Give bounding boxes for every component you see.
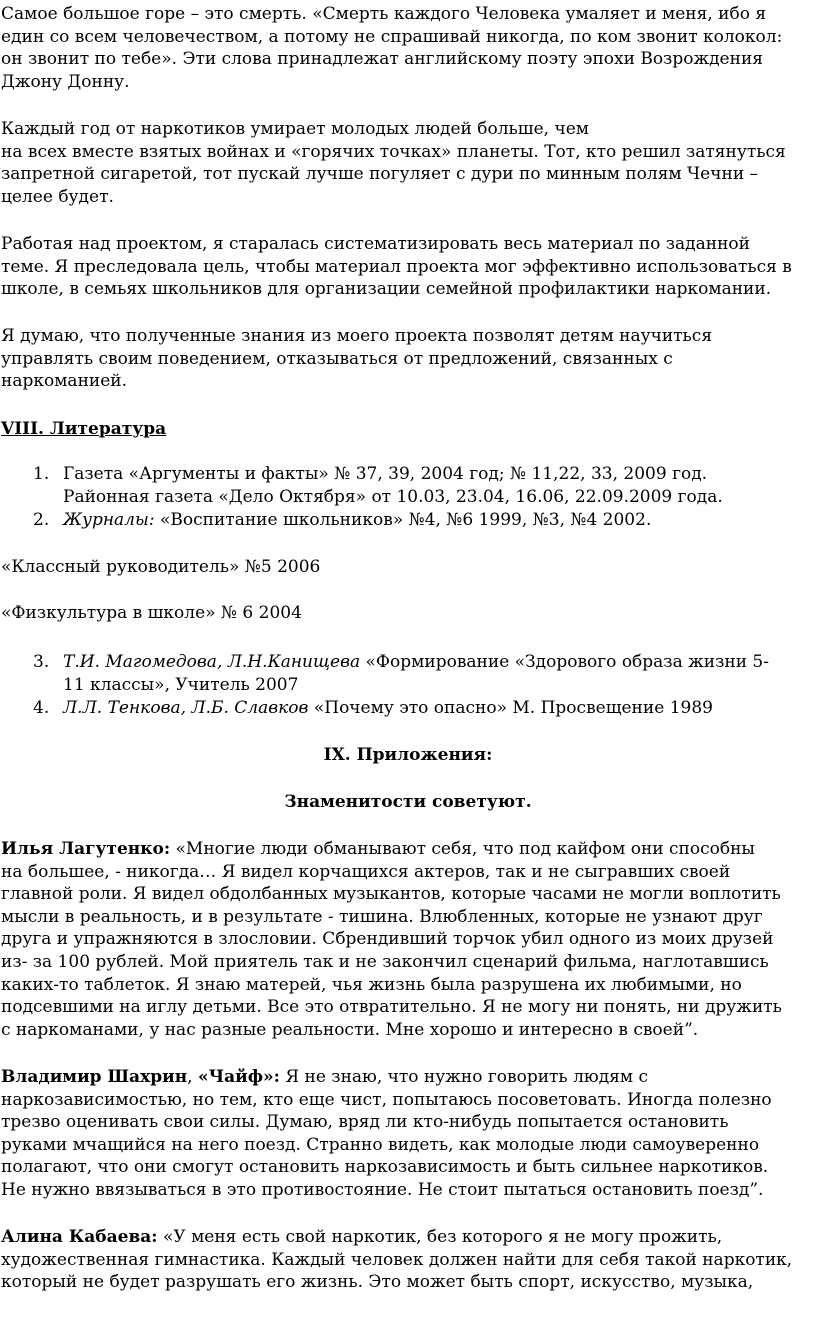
quote-3-line-1: [1, 1226, 722, 1249]
list-item-2: [63, 509, 651, 532]
list-number-1: 1.: [33, 464, 50, 484]
paragraph-3-line-1: Работая над проектом, я старалась систематизировать весь материал по заданной: [1, 234, 750, 254]
appendix-subheading: Знаменитости советуют.: [284, 792, 532, 812]
quote-1-first-text: «Многие люди обманывают себя, что под кайфом они способны: [170, 839, 755, 859]
quote-3-first-text: «У меня есть свой наркотик, без которого я не могу прожить,: [157, 1227, 723, 1247]
quote-1-line-5: друга и упражняются в злословии. Сбрендивший торчок убил одного из моих друзей: [1, 929, 774, 950]
paragraph-2-line-2: на всех вместе взятых войнах и «горячих точках» планеты. Тот, кто решил затянуться: [1, 141, 786, 162]
paragraph-4-line-3: наркоманией.: [1, 371, 128, 392]
paragraph-3-line-2: теме. Я преследовала цель, чтобы материал проекта мог эффективно использоваться в: [1, 256, 792, 277]
list-item-3-italic: Т.И. Магомедова, Л.Н.Канищева: [63, 652, 361, 672]
quote-1-line-3: главной роли. Я видел обдолбанных музыкантов, которые часами не могли воплотить: [1, 884, 781, 905]
quote-2-line-6: Не нужно ввязываться в это противостояние. Не стоит пытаться остановить поезд”.: [1, 1180, 764, 1200]
paragraph-1-line-1: Самое большое горе – это смерть. «Смерть каждого Человека умаляет и меня, ибо я: [1, 4, 767, 24]
list-item-1-line-2: Районная газета «Дело Октября» от 10.03, 23.04, 16.06, 22.09.2009 года.: [63, 487, 723, 507]
quote-1-line-2: на большее, - никогда… Я видел корчащихся актеров, так и не сыгравших своей: [1, 861, 731, 882]
quote-1-author: Илья Лагутенко:: [1, 839, 171, 859]
list-item-2-text: «Воспитание школьников» №4, №6 1999, №3, №4 2002.: [154, 510, 652, 530]
quote-2-band: «Чайф»:: [197, 1067, 280, 1087]
paragraph-4-line-1: Я думаю, что полученные знания из моего проекта позволят детям научиться: [1, 326, 713, 346]
list-item-1-line-1: Газета «Аргументы и факты» № 37, 39, 2004 год; № 11,22, 33, 2009 год.: [63, 464, 708, 484]
quote-1-line-7: каких-то таблеток. Я знаю матерей, чья жизнь была разрушена их любимыми, но: [1, 974, 742, 995]
quote-2-first-text: Я не знаю, что нужно говорить людям с: [279, 1067, 649, 1087]
quote-3-author: Алина Кабаева:: [1, 1227, 158, 1247]
quote-1-line-8: подсевшими на иглу детьми. Все это отвратительно. Я не могу ни понять, ни дружить: [1, 997, 782, 1018]
quote-3-line-2: художественная гимнастика. Каждый человек должен найти для себя такой наркотик,: [1, 1249, 793, 1270]
quote-2-comma: ,: [187, 1067, 198, 1087]
quote-1-line-4: мысли в реальность, и в результате - тишина. Влюбленных, которые не узнают друг: [1, 906, 763, 927]
list-number-2: 2.: [33, 510, 50, 530]
literature-extra-2: «Физкультура в школе» № 6 2004: [1, 603, 302, 623]
paragraph-3-line-3: школе, в семьях школьников для организации семейной профилактики наркомании.: [1, 279, 772, 300]
paragraph-2-line-3: запретной сигаретой, тот пускай лучше погуляет с дури по минным полям Чечни –: [1, 164, 759, 185]
paragraph-1-line-3: он звонит по тебе». Эти слова принадлежат английскому поэту эпохи Возрождения: [1, 49, 764, 70]
quote-2-line-3: трезво оценивать свои силы. Думаю, вряд ли кто-нибудь попытается остановить: [1, 1112, 729, 1133]
list-item-4: [63, 697, 713, 720]
paragraph-1-line-2: един со всем человечеством, а потому не спрашивай никогда, по ком звонит колокол:: [1, 26, 783, 47]
quote-2-line-5: полагают, что они смогут остановить наркозависимость и быть сильнее наркотиков.: [1, 1157, 769, 1178]
quote-2-line-4: руками мчащийся на него поезд. Странно видеть, как молодые люди самоуверенно: [1, 1134, 760, 1155]
list-number-3: 3.: [33, 652, 50, 672]
appendix-heading: IX. Приложения:: [323, 745, 493, 765]
list-item-3-text: «Формирование «Здорового образа жизни 5-: [360, 652, 769, 672]
quote-2-author: Владимир Шахрин: [1, 1067, 188, 1087]
quote-2-line-2: наркозависимостью, но тем, кто еще чист, попытаюсь посоветовать. Иногда полезно: [1, 1089, 772, 1110]
list-number-4: 4.: [33, 698, 50, 718]
paragraph-2-line-1: Каждый год от наркотиков умирает молодых людей больше, чем: [1, 119, 590, 139]
list-item-4-italic: Л.Л. Тенкова, Л.Б. Славков: [63, 698, 309, 718]
list-item-3-line-2: 11 классы», Учитель 2007: [63, 675, 299, 695]
quote-2-line-1: [1, 1066, 648, 1089]
list-item-3-line-1: [63, 651, 769, 674]
paragraph-4-line-2: управлять своим поведением, отказываться от предложений, связанных с: [1, 348, 673, 369]
quote-1-line-9: с наркоманами, у нас разные реальности. Мне хорошо и интересно в своей”.: [1, 1019, 699, 1040]
quote-1-line-6: из- за 100 рублей. Мой приятель так и не закончил сценарий фильма, наглотавшись: [1, 952, 769, 972]
list-item-2-italic: Журналы:: [63, 510, 155, 530]
quote-3-line-3: который не будет разрушать его жизнь. Это может быть спорт, искусство, музыка,: [1, 1272, 754, 1293]
paragraph-1-line-4: Джону Донну.: [1, 71, 130, 92]
paragraph-2-line-4: целее будет.: [1, 186, 114, 207]
list-item-4-text: «Почему это опасно» М. Просвещение 1989: [308, 698, 713, 718]
literature-extra-1: «Классный руководитель» №5 2006: [1, 557, 321, 577]
literature-heading: VIII. Литература: [1, 419, 167, 439]
quote-1-line-1: [1, 838, 755, 861]
